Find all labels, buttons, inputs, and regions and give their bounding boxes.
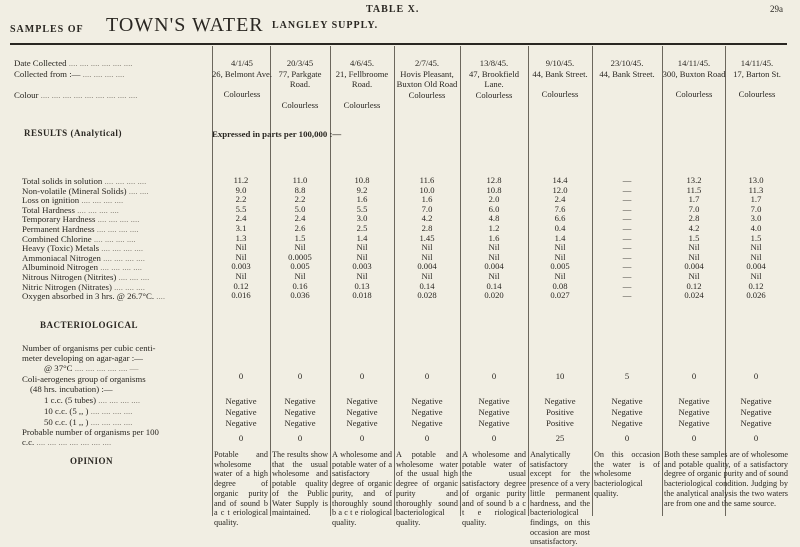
chemical-value: 9.0 <box>235 184 247 195</box>
chemical-value: — <box>622 222 632 233</box>
coli-result: Positive <box>546 418 574 428</box>
column-divider <box>330 46 331 516</box>
chemical-value-column <box>399 176 455 301</box>
collected-label: Collected from :— .... .... .... .... <box>14 69 125 79</box>
chemical-value: — <box>622 280 632 291</box>
coli-result: Negative <box>346 418 378 428</box>
chemical-value: 0.036 <box>290 290 310 301</box>
table-label: TABLE X. <box>366 4 420 15</box>
colour-label: Colour .... .... .... .... .... .... .... .... .... <box>14 90 138 100</box>
probable-number: 0 <box>297 433 303 443</box>
coli-result: Negative <box>478 407 510 417</box>
chemical-value: 7.0 <box>750 203 762 214</box>
chemical-value: 0.003 <box>352 261 372 272</box>
coli-result: Negative <box>346 396 378 406</box>
coli-result: Negative <box>611 407 643 417</box>
colony-count: 0 <box>424 371 430 381</box>
title-samples-of: SAMPLES OF <box>10 24 84 35</box>
chemical-value: 1.5 <box>750 232 762 243</box>
chemical-value-column <box>466 176 522 301</box>
chemical-value: 2.4 <box>554 194 566 205</box>
chemical-value: 0.004 <box>484 261 504 272</box>
chemical-value: 4.2 <box>688 222 700 233</box>
chemical-value: Nil <box>356 270 368 281</box>
chemical-value: Nil <box>750 251 762 262</box>
count-label-1: Number of organisms per cubic centi- <box>22 343 156 353</box>
coli-result: Negative <box>284 418 316 428</box>
probable-number: 0 <box>491 433 497 443</box>
probable-label-2: c.c. .... .... .... .... .... .... .... <box>22 437 112 447</box>
chemical-value-column <box>213 176 269 301</box>
chemical-row-label: Temporary Hardness .... .... .... .... <box>22 214 140 225</box>
sample-header: 2/7/45. Hovis Pleasant, Buxton Old Road Colourless <box>396 58 458 100</box>
chemical-value: — <box>622 270 632 281</box>
chemical-value: 11.6 <box>419 175 435 185</box>
probable-number: 0 <box>753 433 759 443</box>
count-label-2: meter developing on agar-agar :— <box>22 353 143 363</box>
chemical-value-column <box>599 176 655 301</box>
chemical-value: Nil <box>235 242 247 253</box>
chemical-value: — <box>622 251 632 262</box>
chemical-value: 0.14 <box>486 280 502 291</box>
chemical-value: Nil <box>688 242 700 253</box>
probable-number: 0 <box>238 433 244 443</box>
chemical-value: 0.005 <box>550 261 570 272</box>
coli-result: Negative <box>740 418 772 428</box>
probable-number: 0 <box>691 433 697 443</box>
opinion-text: A wholesome and potable water of a satisfactory degree of organic purity, and of thoroughly sound b a c t e riological quality. <box>332 450 392 527</box>
sample-header: 23/10/45. 44, Bank Street. <box>599 58 655 79</box>
chemical-value: — <box>622 261 632 272</box>
chemical-value: 11.3 <box>748 184 764 195</box>
coli-result: Negative <box>411 407 443 417</box>
chemical-value: — <box>622 232 632 243</box>
chemical-value: 7.0 <box>421 203 433 214</box>
bacteriological-heading: BACTERIOLOGICAL <box>40 320 139 330</box>
chemical-value: 3.0 <box>750 213 762 224</box>
chemical-value: Nil <box>356 251 368 262</box>
chemical-value: 0.026 <box>746 290 766 301</box>
chemical-value: 0.005 <box>290 261 310 272</box>
chemical-value-column <box>532 176 588 301</box>
chemical-value: 13.2 <box>686 175 702 185</box>
chemical-row-label: Albuminoid Nitrogen .... .... .... .... <box>22 262 142 273</box>
chemical-value: 5.5 <box>235 203 247 214</box>
sample-header: 9/10/45. 44, Bank Street. Colourless <box>532 58 588 99</box>
chemical-value: Nil <box>750 270 762 281</box>
coli-result: Negative <box>284 407 316 417</box>
chemical-value: 0.003 <box>231 261 251 272</box>
colony-count: 0 <box>491 371 497 381</box>
chemical-value: 0.027 <box>550 290 570 301</box>
chemical-row-label: Total solids in solution .... .... .... .... <box>22 176 147 186</box>
chemical-value: 11.0 <box>292 175 308 185</box>
coli-result: Negative <box>611 418 643 428</box>
coli-result: Negative <box>411 396 443 406</box>
coli-result: Negative <box>678 407 710 417</box>
chemical-value: 6.6 <box>554 213 566 224</box>
coli-result: Negative <box>740 407 772 417</box>
chemical-value: 2.8 <box>688 213 700 224</box>
column-divider <box>528 46 529 516</box>
chemical-value: 2.2 <box>294 194 306 205</box>
chemical-value: 0.016 <box>231 290 251 301</box>
chemical-row-label: Nitric Nitrogen (Nitrates) .... .... .... <box>22 281 145 292</box>
chemical-value: 14.4 <box>552 175 568 185</box>
coli-result: Negative <box>225 407 257 417</box>
chemical-value: 0.14 <box>419 280 435 291</box>
coli-result: Negative <box>678 396 710 406</box>
probable-number: 25 <box>555 433 565 443</box>
sample-header: 4/1/45 26, Belmont Ave. Colourless <box>212 58 272 99</box>
chemical-value: 2.2 <box>235 194 247 205</box>
chemical-value: 11.5 <box>686 184 702 195</box>
sample-header: 14/11/45. 300, Buxton Road Colourless <box>662 58 726 99</box>
chemical-value: Nil <box>554 242 566 253</box>
colony-count: 10 <box>555 371 565 381</box>
chemical-row-label: Heavy (Toxic) Metals .... .... .... .... <box>22 243 144 254</box>
chemical-value: 1.6 <box>421 194 433 205</box>
column-divider <box>394 46 395 516</box>
chemical-value: 10.0 <box>419 184 435 195</box>
chemical-row-label: Oxygen absorbed in 3 hrs. @ 26.7°C. .... <box>22 291 166 302</box>
coli-result: Negative <box>346 407 378 417</box>
chemical-value-column <box>728 176 784 301</box>
chemical-value: Nil <box>421 242 433 253</box>
column-divider <box>460 46 461 516</box>
chemical-value: 7.6 <box>554 203 566 214</box>
chemical-value: 2.4 <box>294 213 306 224</box>
chemical-value: 0.13 <box>354 280 370 291</box>
chemical-value: 5.5 <box>356 203 368 214</box>
chemical-value: Nil <box>688 251 700 262</box>
chemical-value: 0.16 <box>292 280 308 291</box>
chemical-value: 1.6 <box>488 232 500 243</box>
sample-header: 20/3/45 77, Parkgate Road. Colourless <box>278 58 322 110</box>
chemical-value: Nil <box>688 270 700 281</box>
coli-result: Negative <box>284 396 316 406</box>
chemical-value: 1.5 <box>294 232 306 243</box>
opinion-text: The results show that the usual wholesome and potable quality of the Public Water Supply is maintained. <box>272 450 328 518</box>
chemical-value: Nil <box>235 251 247 262</box>
chemical-value: 0.018 <box>352 290 372 301</box>
chemical-value-column <box>272 176 328 301</box>
chemical-row-label: Ammoniacal Nitrogen .... .... .... .... <box>22 252 145 263</box>
chemical-value: 1.7 <box>750 194 762 205</box>
coli-result: Negative <box>611 396 643 406</box>
coli-result: Negative <box>740 396 772 406</box>
chemical-value: 1.5 <box>688 232 700 243</box>
opinion-text: On this occasion the water is of wholesome bacteriological quality. <box>594 450 660 498</box>
column-divider <box>270 46 271 516</box>
chemical-value: 4.8 <box>488 213 500 224</box>
column-divider <box>592 46 593 516</box>
chemical-value: 4.2 <box>421 213 433 224</box>
chemical-value: 0.12 <box>233 280 249 291</box>
chemical-row-label: Loss on ignition .... .... .... .... <box>22 195 124 206</box>
chemical-value: Nil <box>554 251 566 262</box>
coli-result: Negative <box>678 418 710 428</box>
chemical-value: 0.12 <box>686 280 702 291</box>
chemical-value: 5.0 <box>294 203 306 214</box>
coli-label-2: (48 hrs. incubation) :— <box>30 384 113 394</box>
coli-result: Negative <box>411 418 443 428</box>
coli-row: 10 c.c. (5 ,, ) .... .... .... .... <box>44 406 133 416</box>
chemical-value: 2.4 <box>235 213 247 224</box>
chemical-value: Nil <box>421 251 433 262</box>
coli-label-1: Coli-aerogenes group of organisms <box>22 374 146 384</box>
chemical-value: 0.08 <box>552 280 568 291</box>
chemical-value: — <box>622 203 632 214</box>
chemical-value: Nil <box>294 242 306 253</box>
probable-number: 0 <box>359 433 365 443</box>
chemical-row-label: Non-volatile (Mineral Solids) .... .... <box>22 185 149 196</box>
chemical-value: — <box>622 290 632 301</box>
chemical-value: 2.6 <box>294 222 306 233</box>
colony-count: 0 <box>691 371 697 381</box>
colony-count: 0 <box>297 371 303 381</box>
chemical-value: — <box>622 175 632 185</box>
chemical-value: 1.6 <box>356 194 368 205</box>
chemical-value: 0.4 <box>554 222 566 233</box>
chemical-value: 0.028 <box>417 290 437 301</box>
chemical-value: 6.0 <box>488 203 500 214</box>
coli-result: Positive <box>546 407 574 417</box>
chemical-value: 9.2 <box>356 184 368 195</box>
chemical-value: 1.2 <box>488 222 500 233</box>
expressed-label: Expressed in parts per 100,000 :— <box>212 129 342 139</box>
chemical-value: 1.7 <box>688 194 700 205</box>
colony-count: 0 <box>238 371 244 381</box>
chemical-value: 0.004 <box>746 261 766 272</box>
chemical-row-label: Combined Chlorine .... .... .... .... <box>22 233 136 244</box>
chemical-value: 3.0 <box>356 213 368 224</box>
sample-header: 13/8/45. 47, Brookfield Lane. Colourless <box>468 58 520 100</box>
chemical-value: Nil <box>421 270 433 281</box>
column-divider <box>725 46 726 516</box>
chemical-value: 10.8 <box>354 175 370 185</box>
chemical-value: — <box>622 213 632 224</box>
chemical-value: 7.0 <box>688 203 700 214</box>
chemical-value: 1.4 <box>554 232 566 243</box>
date-label: Date Collected .... .... .... .... .... .... <box>14 58 133 68</box>
colony-count: 0 <box>753 371 759 381</box>
coli-result: Negative <box>478 396 510 406</box>
chemical-value: 0.12 <box>748 280 764 291</box>
chemical-value: Nil <box>356 242 368 253</box>
count-label-3: @ 37°C .... .... .... .... .... — <box>44 363 139 373</box>
page-number: 29a <box>770 4 783 14</box>
title-supply: LANGLEY SUPPLY. <box>272 20 379 31</box>
chemical-value: 12.0 <box>552 184 568 195</box>
chemical-value: 12.8 <box>486 175 502 185</box>
chemical-value: 1.3 <box>235 232 247 243</box>
chemical-value: 0.024 <box>684 290 704 301</box>
coli-row: 50 c.c. (1 ,, ) .... .... .... .... <box>44 417 133 427</box>
probable-number: 0 <box>624 433 630 443</box>
opinion-text: Potable and wholesome water of a high degree of organic purity and of sound b a c t eriological quality. <box>214 450 268 527</box>
chemical-row-label: Permanent Hardness .... .... .... .... <box>22 224 139 234</box>
chemical-row-label: Nitrous Nitrogen (Nitrites) .... .... .... <box>22 272 150 282</box>
title-rule <box>10 43 787 45</box>
chemical-value: 0.0005 <box>288 251 312 262</box>
chemical-value: 3.1 <box>235 222 247 233</box>
coli-result: Negative <box>478 418 510 428</box>
sample-header: 4/6/45. 21, Fellbroome Road. Colourless <box>335 58 389 110</box>
colony-count: 5 <box>624 371 630 381</box>
opinion-text: A wholesome and potable water of the usual satisfactory degree of organic purity and of sound b a c t e riological quality. <box>462 450 526 527</box>
opinion-text: Both these samples are of wholesome and potable quality, of a satisfactory degree of organic purity and of sound bacteriological condition. Judging by the analytical analysis the two waters are from one and the same source. <box>664 450 788 508</box>
probable-number: 0 <box>424 433 430 443</box>
chemical-value: 0.004 <box>417 261 437 272</box>
chemical-value: 0.020 <box>484 290 504 301</box>
chemical-value: 2.8 <box>421 222 433 233</box>
chemical-value: 8.8 <box>294 184 306 195</box>
column-divider <box>662 46 663 516</box>
title-main: TOWN'S WATER <box>106 14 264 36</box>
chemical-value: Nil <box>488 251 500 262</box>
chemical-value-column <box>666 176 722 301</box>
colony-count: 0 <box>359 371 365 381</box>
chemical-row-label: Total Hardness .... .... .... .... <box>22 204 119 215</box>
chemical-value: 2.5 <box>356 222 368 233</box>
chemical-value: 1.4 <box>356 232 368 243</box>
opinion-text: Analytically satisfactory except for the presence of a very little permanent hardness, and the bacteriological findings, on this occasion are most unsatisfactory. <box>530 450 590 547</box>
chemical-value-column <box>334 176 390 301</box>
chemical-value: 13.0 <box>748 175 764 185</box>
chemical-value: 4.0 <box>750 222 762 233</box>
opinion-heading: OPINION <box>70 456 114 466</box>
chemical-value: 0.004 <box>684 261 704 272</box>
chemical-value: 1.45 <box>419 232 435 243</box>
probable-label-1: Probable number of organisms per 100 <box>22 427 159 437</box>
chemical-value: Nil <box>488 270 500 281</box>
chemical-value: Nil <box>488 242 500 253</box>
chemical-value: Nil <box>235 270 247 281</box>
coli-result: Negative <box>544 396 576 406</box>
coli-row: 1 c.c. (5 tubes) .... .... .... .... <box>44 395 141 405</box>
chemical-value: 10.8 <box>486 184 502 195</box>
chemical-value: Nil <box>554 270 566 281</box>
sample-header: 14/11/45. 17, Barton St. Colourless <box>733 58 781 99</box>
analytical-heading: RESULTS (Analytical) <box>24 128 122 138</box>
page-title <box>10 4 770 40</box>
chemical-value: — <box>622 194 632 205</box>
chemical-value: — <box>622 242 632 253</box>
chemical-value: Nil <box>294 270 306 281</box>
coli-result: Negative <box>225 418 257 428</box>
coli-result: Negative <box>225 396 257 406</box>
chemical-value: 11.2 <box>233 175 249 185</box>
chemical-value: Nil <box>750 242 762 253</box>
opinion-text: A potable and wholesome water of the usual high degree of organic purity and thoroughly sound bacteriological quality. <box>396 450 458 527</box>
chemical-value: 2.0 <box>488 194 500 205</box>
chemical-value: — <box>622 184 632 195</box>
